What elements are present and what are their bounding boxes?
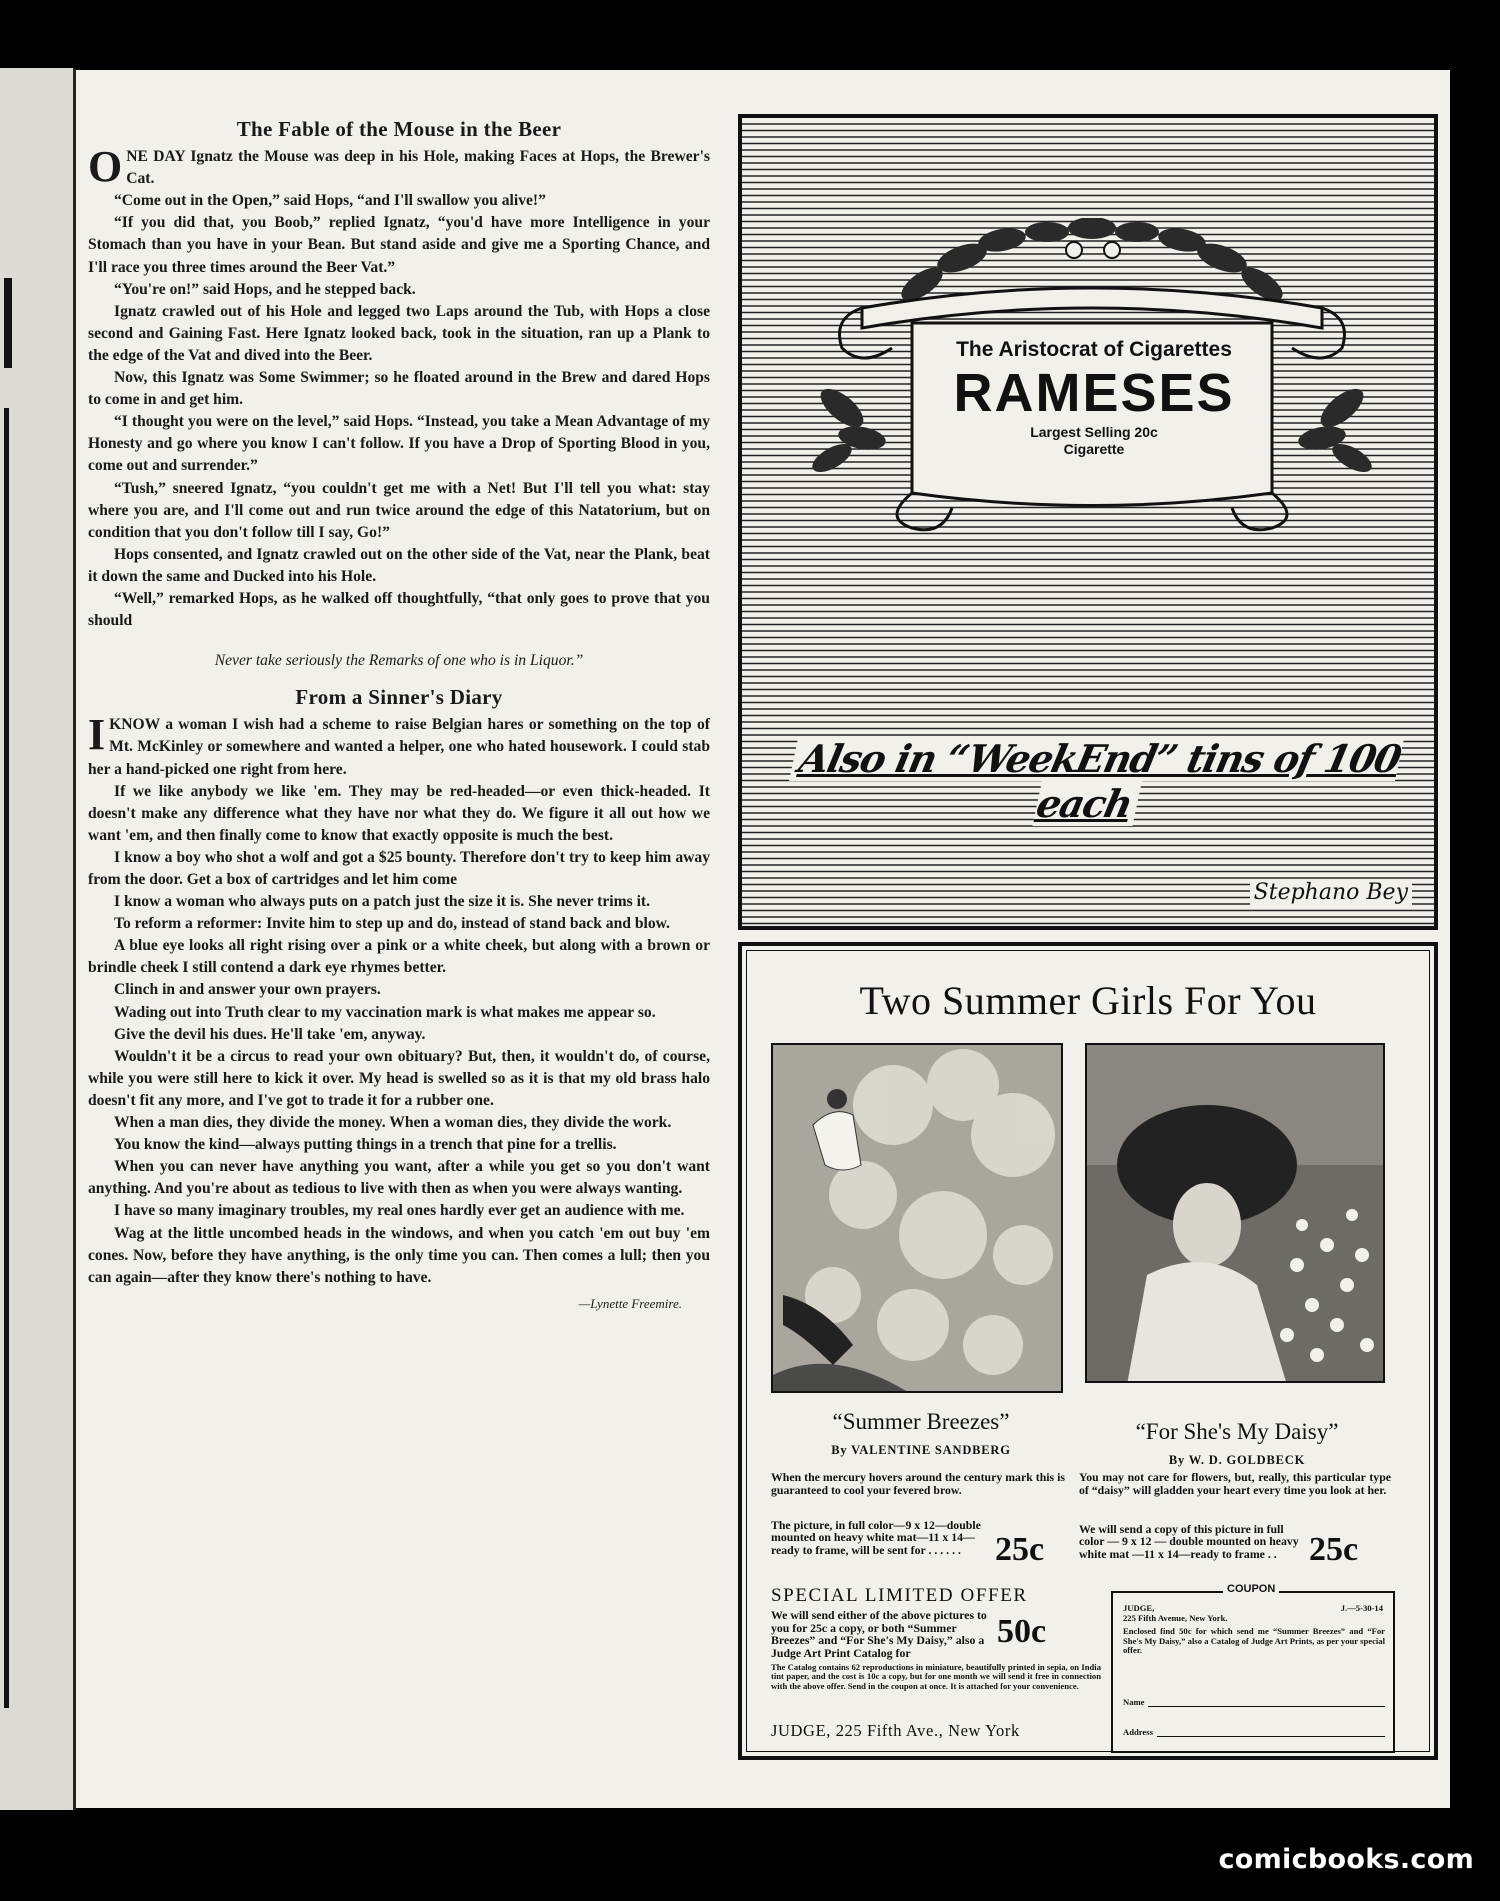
diary-paragraph	[88, 781, 710, 847]
order-coupon[interactable]	[1111, 1583, 1395, 1753]
coupon-name-field[interactable]	[1123, 1697, 1385, 1707]
fable-paragraph	[88, 367, 710, 411]
picture2-title: “For She's My Daisy”	[1135, 1419, 1339, 1444]
picture2-offer: We will send a copy of this picture in full color — 9 x 12 — double mounted on heavy white mat —11 x 14—ready to frame . .	[1079, 1522, 1299, 1561]
diary-paragraph	[88, 979, 710, 1001]
coupon-code: J.—5-30-14	[1340, 1603, 1383, 1613]
ad-inner-border	[746, 950, 1430, 1752]
special-offer-heading: SPECIAL LIMITED OFFER	[771, 1585, 1028, 1606]
diary-paragraph-text: Wading out into Truth clear to my vaccination mark is what makes me appear so.	[114, 1003, 656, 1021]
fable-title: The Fable of the Mouse in the Beer	[236, 117, 562, 141]
fable-paragraph	[88, 411, 710, 477]
fable-paragraph	[88, 588, 710, 632]
special-offer-body: We will send either of the above pictures to you for 25c a copy, or both “Summer Breezes” and “For She's My Daisy,” also a Judge Art Print Catalog for	[771, 1608, 987, 1660]
fable-dropcap: O	[88, 142, 123, 192]
diary-title: From a Sinner's Diary	[295, 685, 503, 710]
coupon-label: COUPON	[1223, 1583, 1279, 1595]
fable-paragraph-text: “You're on!” said Hops, and he stepped back.	[114, 280, 416, 298]
diary-paragraph	[88, 710, 710, 780]
diary-paragraph-text: When a man dies, they divide the money. When a woman dies, they divide the work.	[114, 1114, 672, 1132]
fable-paragraph-text: NE DAY Ignatz the Mouse was deep in his Hole, making Faces at Hops, the Brewer's Cat.	[126, 148, 710, 188]
weekend-tins-label: Also in “WeekEnd” tins of 100 each	[789, 736, 1404, 826]
rameses-cigarette-ad	[738, 114, 1438, 930]
diary-paragraph-text: KNOW a woman I wish had a scheme to raise Belgian hares or something on the top of Mt. McKinley or somewhere and wanted a helper, one who hated housework. I could stab her a hand-picked one right from here.	[88, 716, 710, 778]
diary-paragraph-text: Give the devil his dues. He'll take 'em, anyway.	[114, 1025, 426, 1043]
diary-story	[88, 710, 710, 1288]
page-edge-mark	[4, 278, 12, 368]
page-edge-gutter	[4, 408, 9, 1708]
diary-paragraph-text: If we like anybody we like 'em. They may be red-headed—or even thick-headed. It doesn't make any difference what they have nor what they do. We figure it all out how we want 'em, and then finally come to know that exactly opposite is much the best.	[88, 782, 710, 844]
fable-story	[88, 142, 710, 632]
picture1-blurb: When the mercury hovers around the century mark this is guaranteed to cool your fevered brow.	[771, 1470, 1065, 1497]
fable-paragraph-text: “Tush,” sneered Ignatz, “you couldn't get me with a Net! But I'll tell you what: stay where you are, and I'll come out and run twice around the edge of this Natatorium, but on condition that you don't follow till I say, Go!”	[88, 479, 710, 541]
fable-paragraph-text: Now, this Ignatz was Some Swimmer; so he floated around in the Brew and dared Hops to come in and get him.	[88, 369, 710, 409]
diary-paragraph	[88, 935, 710, 979]
ad-headline: Two Summer Girls For You	[859, 978, 1317, 1023]
fable-paragraph-text: Ignatz crawled out of his Hole and legged two Laps around the Tub, with Hops a close second and Gaining Fast. Here Ignatz looked back, took in the situation, ran up a Plank to the edge of the Vat and dived into the Beer.	[88, 302, 710, 364]
diary-paragraph	[88, 891, 710, 913]
catalog-note: The Catalog contains 62 reproductions in miniature, beautifully printed in sepia, on India tint paper, and the cost is 10c a copy, but for one month we will send it free in connection with the above offer. Send in the coupon at once. It is attached for your convenience.	[771, 1662, 1101, 1691]
diary-paragraph	[88, 913, 710, 935]
ad-subline-2: Cigarette	[1063, 441, 1125, 457]
artist-signature-text: Stephano Bey	[1250, 880, 1412, 905]
ad-tagline: The Aristocrat of Cigarettes	[956, 338, 1232, 361]
diary-paragraph	[88, 1223, 710, 1289]
diary-paragraph-text: I know a boy who shot a wolf and got a $25 bounty. Therefore don't try to keep him away from the door. Get a box of cartridges and let him come	[88, 848, 710, 888]
diary-paragraph	[88, 847, 710, 891]
coupon-address-field[interactable]	[1123, 1727, 1385, 1737]
diary-paragraph-text: To reform a reformer: Invite him to step up and do, instead of stand back and blow.	[114, 915, 670, 933]
picture1-offer: The picture, in full color—9 x 12—double mounted on heavy white mat—11 x 14—ready to frame, will be sent for . . . . . .	[771, 1518, 981, 1557]
ad-subline-1: Largest Selling 20c	[1030, 424, 1158, 440]
diary-paragraph-text: I know a woman who always puts on a patch just the size it is. She never trims it.	[114, 893, 650, 911]
fable-paragraph-text: “Come out in the Open,” said Hops, “and I'll swallow you alive!”	[114, 192, 546, 210]
fable-moral: Never take seriously the Remarks of one who is in Liquor.”	[214, 652, 584, 670]
diary-paragraph-text: You know the kind—always putting things in a trench that pine for a trellis.	[114, 1136, 617, 1154]
weekend-tins-text	[762, 736, 1421, 826]
special-offer-price: 50c	[997, 1613, 1047, 1650]
coupon-name-label: Name	[1123, 1697, 1145, 1707]
coupon-name-line[interactable]	[1148, 1699, 1385, 1707]
judge-address: JUDGE, 225 Fifth Ave., New York	[771, 1721, 1020, 1740]
diary-paragraph-text: I have so many imaginary troubles, my real ones hardly ever get an audience with me.	[114, 1202, 685, 1220]
diary-paragraph	[88, 1002, 710, 1024]
diary-paragraph	[88, 1046, 710, 1112]
summer-girls-ad	[738, 942, 1438, 1760]
coupon-address-line[interactable]	[1157, 1729, 1385, 1737]
fable-paragraph-text: Hops consented, and Ignatz crawled out on the other side of the Vat, near the Plank, beat it down the same and Ducked into his Hole.	[88, 545, 710, 585]
fable-paragraph	[88, 544, 710, 588]
watermark: comicbooks.com	[1218, 1844, 1474, 1875]
picture1-byline: By VALENTINE SANDBERG	[831, 1443, 1011, 1457]
diary-paragraph	[88, 1134, 710, 1156]
fable-paragraph-text: “If you did that, you Boob,” replied Ignatz, “you'd have more Intelligence in your Stomach than you have in your Bean. But stand aside and give me a Sporting Chance, and I'll race you three times around the Beer Vat.”	[88, 214, 710, 276]
fable-paragraph	[88, 190, 710, 212]
picture1-title: “Summer Breezes”	[832, 1409, 1010, 1434]
diary-paragraph-text: Wouldn't it be a circus to read your own obituary? But, then, it wouldn't do, of course, while you were still here to kick it over. My head is swelled so as it is that my old brass halo doesn't fit any more, and I've got to trade it for a rubber one.	[88, 1047, 710, 1109]
picture1-price: 25c	[995, 1531, 1045, 1568]
diary-paragraph-text: Wag at the little uncombed heads in the windows, and when you catch 'em out buy 'em cones. Now, before they have anything, is the only time you can. Then comes a lull; then you can again—after they know there's nothing to have.	[88, 1224, 710, 1286]
fable-paragraph	[88, 142, 710, 192]
diary-paragraph-text: Clinch in and answer your own prayers.	[114, 981, 381, 999]
fable-paragraph-text: “Well,” remarked Hops, as he walked off thoughtfully, “that only goes to prove that you should	[88, 589, 710, 630]
brand-name: RAMESES	[953, 363, 1235, 423]
facing-page-edge	[0, 68, 76, 1810]
banner-text	[894, 338, 1294, 458]
coupon-address-label: Address	[1123, 1727, 1153, 1737]
diary-author: —Lynette Freemire.	[578, 1295, 682, 1311]
summer-breezes-picture	[771, 1043, 1063, 1393]
coupon-street: 225 Fifth Avenue, New York.	[1123, 1613, 1228, 1623]
diary-dropcap: I	[88, 710, 106, 760]
picture2-price: 25c	[1309, 1531, 1359, 1568]
picture2-byline: By W. D. GOLDBECK	[1168, 1453, 1306, 1467]
diary-paragraph-text: When you can never have anything you want, after a while you get so you don't want anything. And you're about as tedious to live with then as when you were always wanting.	[88, 1158, 710, 1198]
artist-signature	[1142, 880, 1412, 905]
diary-paragraph	[88, 1112, 710, 1134]
left-text-column	[88, 110, 710, 1315]
fable-paragraph	[88, 301, 710, 367]
for-shes-my-daisy-picture	[1085, 1043, 1385, 1383]
picture2-blurb: You may not care for flowers, but, really, this particular type of “daisy” will gladden your heart every time you look at her.	[1079, 1470, 1391, 1497]
diary-paragraph	[88, 1156, 710, 1200]
coupon-addressee: JUDGE,	[1123, 1603, 1155, 1613]
fable-paragraph	[88, 478, 710, 544]
fable-paragraph-text: “I thought you were on the level,” said Hops. “Instead, you take a Mean Advantage of my Honesty and go where you know I can't follow. If you have a Drop of Sporting Blood in you, come out and surrender.”	[88, 413, 710, 475]
diary-paragraph	[88, 1024, 710, 1046]
diary-paragraph-text: A blue eye looks all right rising over a pink or a white cheek, but along with a brown or brindle cheek I still contend a dark eye rhymes better.	[88, 937, 710, 977]
magazine-page	[76, 70, 1450, 1808]
coupon-body: Enclosed find 50c for which send me “Summer Breezes” and “For She's My Daisy,” also a Catalog of Judge Art Prints, as per your special offer.	[1123, 1626, 1385, 1656]
diary-paragraph	[88, 1200, 710, 1222]
fable-paragraph	[88, 279, 710, 301]
fable-paragraph	[88, 212, 710, 278]
